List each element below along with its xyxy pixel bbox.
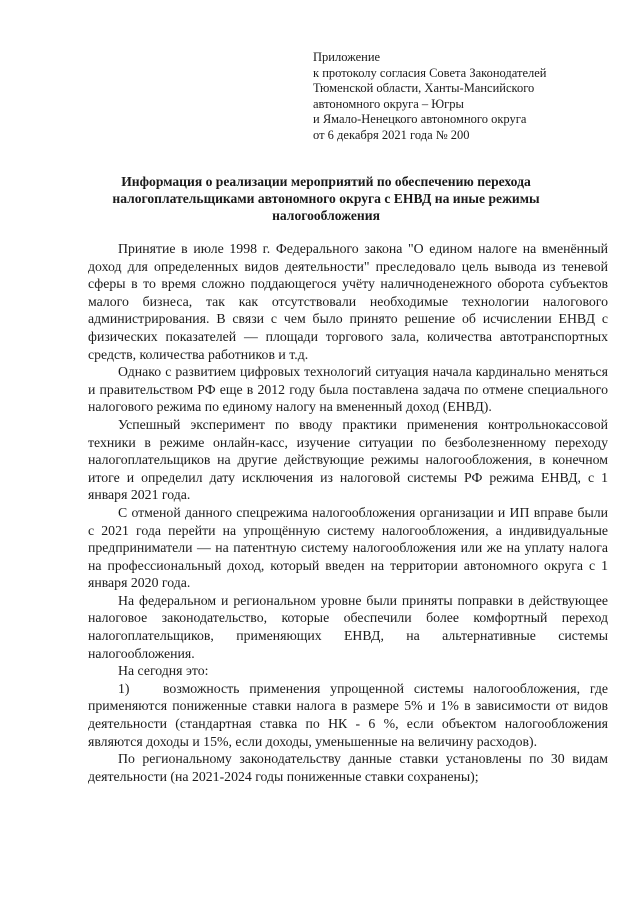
- list-item: [88, 680, 608, 750]
- paragraph: По региональному законодательству данные ставки установлены по 30 видам деятельности (на 2021-2024 годы пониженные ставки сохранены);: [88, 751, 608, 784]
- list-item-text: возможность применения упрощенной системы налогообложения, где применяются пониженные ставки налога в размере 5% и 1% в зависимости от видов деятельности (стандартная ставка по НК - 6 %, если объектом налогообложения являются доходы и 15%, если доходы, уменьшенные на величину расходов).: [88, 680, 608, 749]
- paragraph: На сегодня это:: [118, 663, 209, 679]
- document-title: Информация о реализации мероприятий по обеспечению перехода налогоплательщиками автономного округа с ЕНВД на иные режимы налогообложения: [112, 174, 540, 223]
- paragraph: Успешный эксперимент по вводу практики применения контрольнокассовой техники в режиме онлайн-касс, изучение ситуации по безболезненному переходу налогоплательщиков на другие действующие режимы налогообложения, в конечном итоге и определил дату исключения из налоговой системы РФ режима ЕНВД, с 1 января 2021 года.: [88, 416, 608, 503]
- list-item-marker: 1): [118, 680, 130, 696]
- document-body: [88, 240, 608, 785]
- header-line: к протоколу согласия Совета Законодателей: [313, 65, 547, 80]
- paragraph: На федеральном и региональном уровне были приняты поправки в действующее налоговое законодательство, которые обеспечили более комфортный переход налогоплательщиков, применяющих ЕНВД, на альтернативные системы налогообложения.: [88, 592, 608, 661]
- appendix-header: [313, 50, 603, 143]
- header-line: Приложение: [313, 50, 381, 64]
- paragraph: Однако с развитием цифровых технологий ситуация начала кардинально меняться и правительством РФ еще в 2012 году была поставлена задача по отмене специального налогового режима по единому налогу на вмененный доход (ЕНВД).: [88, 364, 608, 415]
- header-line: и Ямало-Ненецкого автономного округа: [313, 112, 527, 126]
- paragraph: Принятие в июле 1998 г. Федерального закона "О едином налоге на вменённый доход для определенных видов деятельности" преследовало цель вывода из теневой сферы в то время сложно поддающегося учёту наличноденежного оборота субъектов малого бизнеса, так как отсутствовали необходимые технологии налогового администрирования. В связи с чем было принято решение об исчислении ЕНВД с физических показателей — площади торгового зала, количества автотранспортных средств, количества работников и т.д.: [88, 241, 608, 362]
- header-line: автономного округа – Югры: [313, 96, 464, 111]
- header-line: от 6 декабря 2021 года № 200: [313, 127, 470, 142]
- paragraph: С отменой данного спецрежима налогообложения организации и ИП вправе были с 2021 года перейти на упрощённую систему налогообложения, а индивидуальные предприниматели — на патентную систему налогообложения или же на уплату налога на профессиональный доход, который введен на территории автономного округа с 1 января 2020 года.: [88, 504, 608, 591]
- header-line: Тюменской области, Ханты-Мансийского: [313, 81, 535, 95]
